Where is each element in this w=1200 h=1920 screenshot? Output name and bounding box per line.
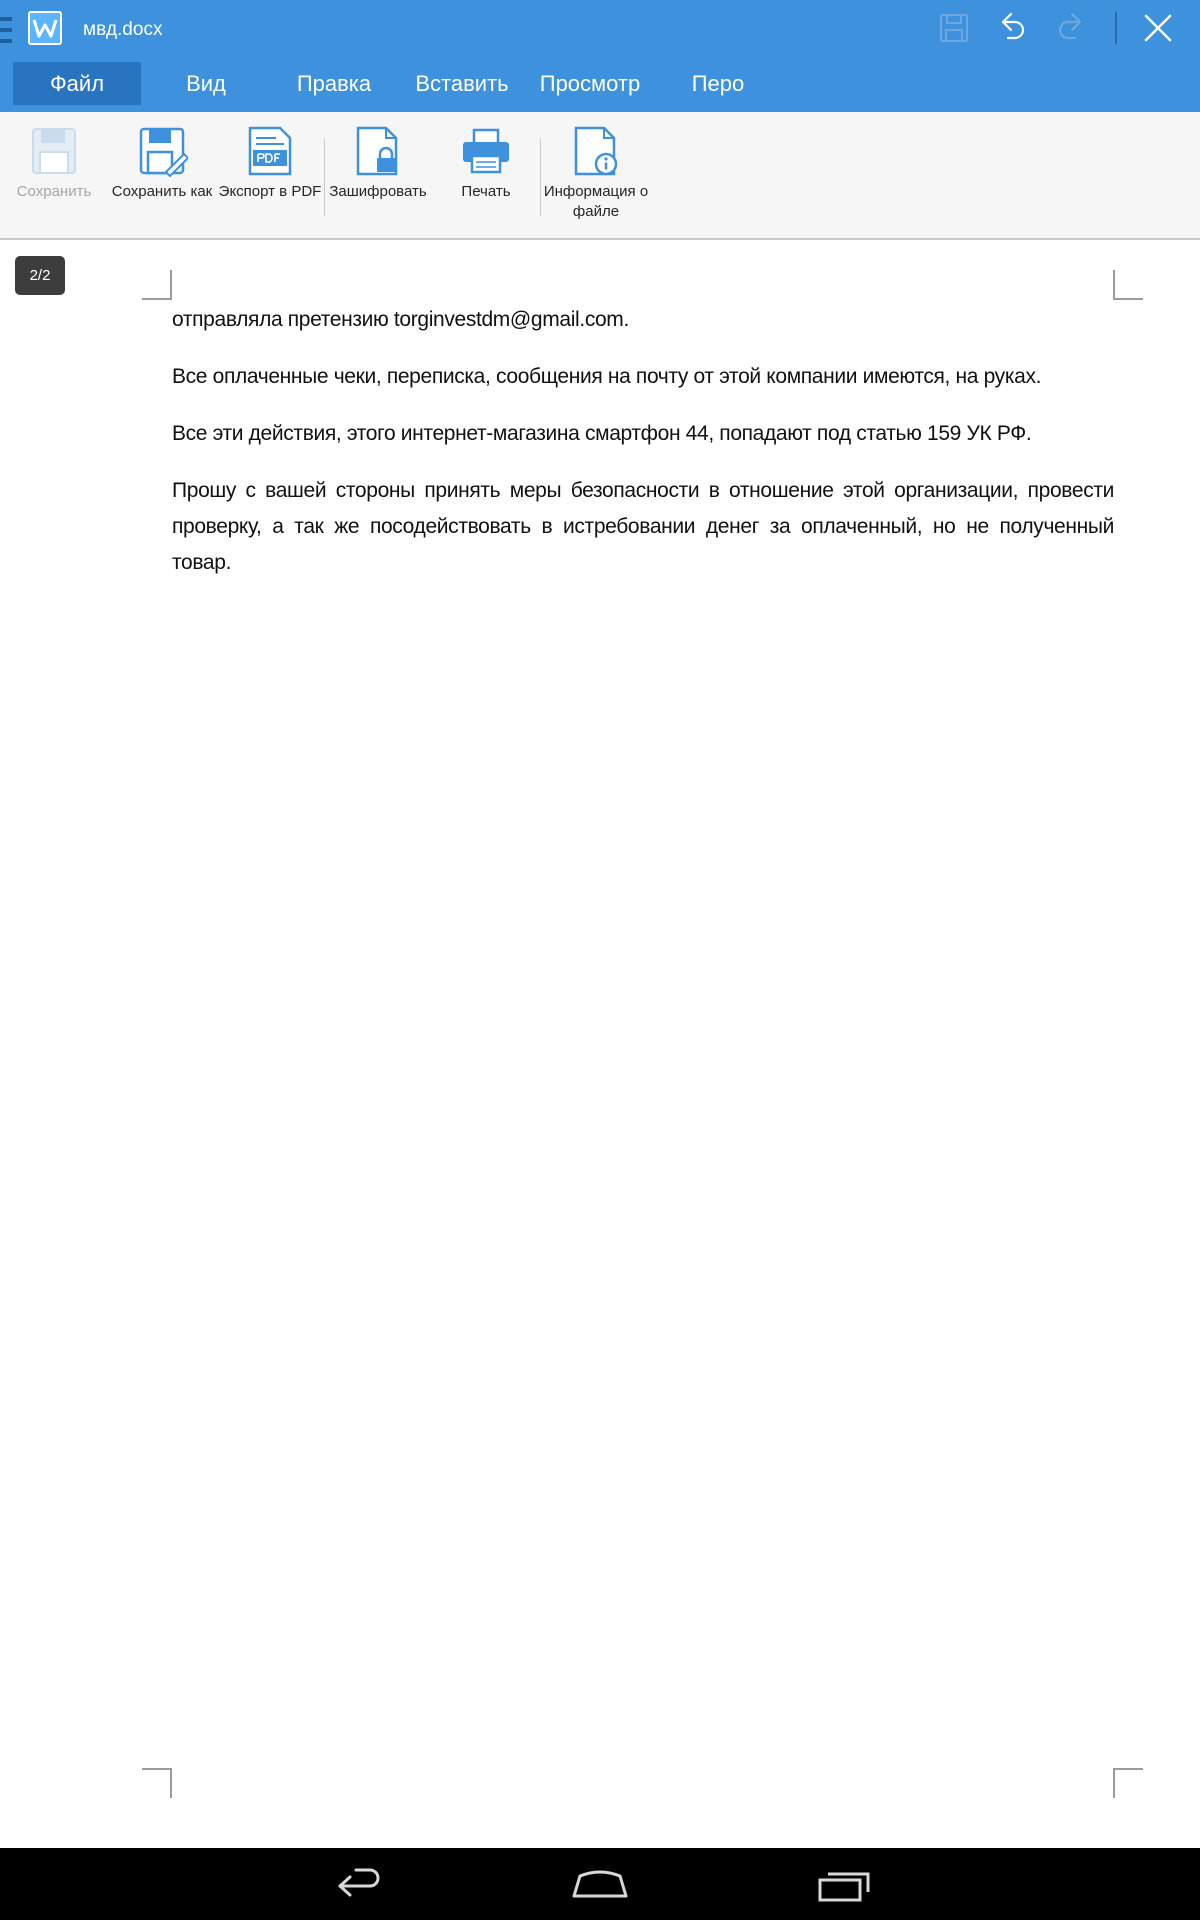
save-label: Сохранить: [16, 183, 92, 200]
tab-view[interactable]: Вид: [186, 71, 226, 96]
encrypt-label: Зашифровать: [329, 183, 427, 200]
encrypt-lock-icon: [352, 124, 404, 178]
save-button: [0, 124, 108, 234]
print-label: Печать: [461, 183, 511, 200]
file-info-label: Информация о файле: [543, 183, 649, 220]
file-ribbon: [0, 112, 1200, 240]
save-disk-icon: [28, 124, 80, 178]
back-icon[interactable]: [326, 1862, 390, 1906]
save-icon: [936, 10, 972, 46]
page-indicator: 2/2: [15, 256, 65, 295]
home-icon[interactable]: [568, 1862, 632, 1906]
system-navigation-bar: [0, 1848, 1200, 1920]
pdf-export-icon: [244, 124, 296, 178]
page-corner-mark: [142, 1768, 172, 1798]
tab-insert[interactable]: Вставить: [415, 71, 509, 96]
tab-file[interactable]: Файл: [13, 62, 141, 105]
page-corner-mark: [1113, 1768, 1143, 1798]
title-bar: [0, 0, 1200, 112]
menu-drawer-icon[interactable]: [0, 17, 14, 43]
save-as-icon: [136, 124, 188, 178]
save-as-label: Сохранить как: [111, 183, 213, 200]
print-button[interactable]: [432, 124, 540, 234]
undo-icon[interactable]: [994, 10, 1030, 46]
encrypt-button[interactable]: [324, 124, 432, 234]
recent-apps-icon[interactable]: [812, 1862, 876, 1906]
save-as-button[interactable]: [108, 124, 216, 234]
page-corner-mark: [1113, 270, 1143, 300]
document-paragraph[interactable]: Прошу с вашей стороны принять меры безопасности в отношение этой организации, провести проверку, а так же посодействовать в истребовании денег за оплаченный, но не полученный товар.: [172, 479, 1114, 574]
document-paragraph[interactable]: Все эти действия, этого интернет-магазина смартфон 44, попадают под статью 159 УК РФ.: [172, 422, 1032, 445]
page-corner-mark: [142, 270, 172, 300]
document-body[interactable]: [172, 302, 1114, 602]
export-pdf-button[interactable]: [216, 124, 324, 234]
close-icon[interactable]: [1140, 10, 1176, 46]
document-paragraph[interactable]: отправляла претензию torginvestdm@gmail.com.: [172, 308, 629, 331]
tab-review[interactable]: Просмотр: [539, 71, 641, 96]
file-info-icon: [570, 124, 622, 178]
export-pdf-label: Экспорт в PDF: [218, 183, 322, 200]
toolbar-divider: [1115, 12, 1117, 44]
document-paragraph[interactable]: Все оплаченные чеки, переписка, сообщения на почту от этой компании имеются, на руках.: [172, 365, 1042, 388]
file-info-button[interactable]: [542, 124, 650, 234]
word-logo-icon: [28, 11, 62, 45]
tab-edit[interactable]: Правка: [296, 71, 372, 96]
tab-pen[interactable]: Перо: [691, 71, 745, 96]
printer-icon: [460, 124, 512, 178]
document-title: мвд.docx: [83, 19, 163, 40]
ribbon-divider: [540, 138, 541, 216]
redo-icon: [1053, 10, 1089, 46]
